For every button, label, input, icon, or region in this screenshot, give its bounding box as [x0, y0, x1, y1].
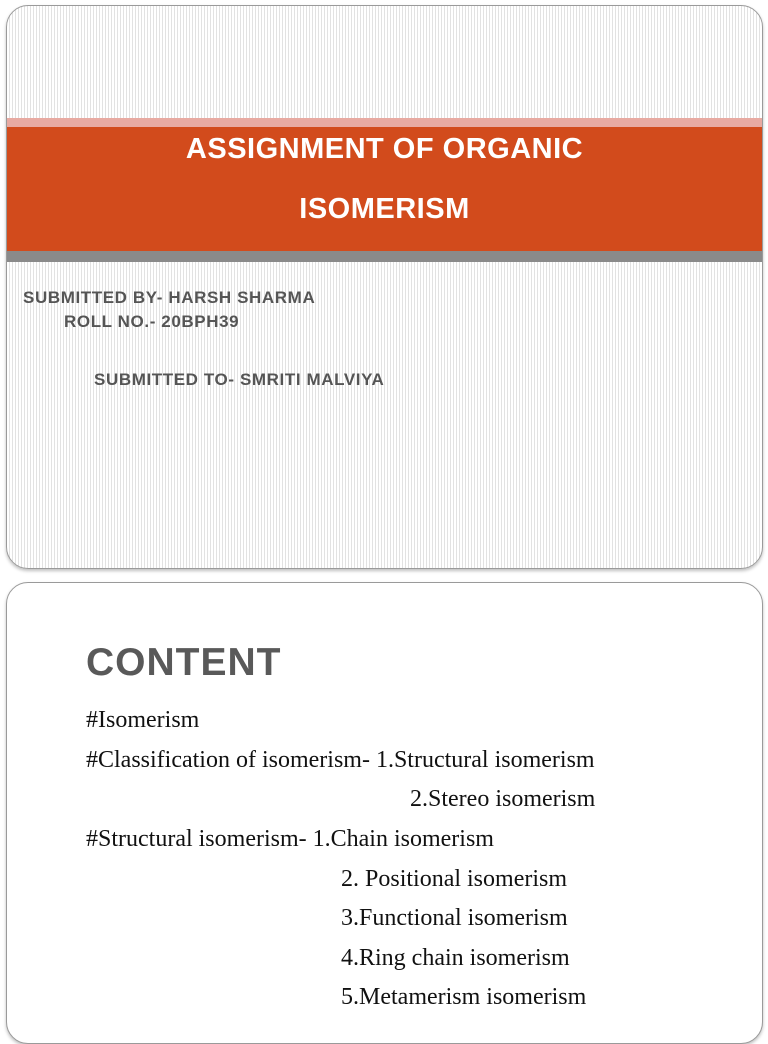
title-line-2: ISOMERISM [299, 193, 470, 225]
title-band [7, 127, 762, 251]
content-slide [6, 582, 763, 1044]
content-line: 4.Ring chain isomerism [341, 945, 570, 971]
content-line: #Isomerism [86, 707, 200, 733]
content-heading: CONTENT [86, 641, 282, 684]
title-slide [6, 5, 763, 569]
content-line: 3.Functional isomerism [341, 905, 568, 931]
title-band-top-stripe [7, 118, 762, 127]
content-line: #Structural isomerism- 1.Chain isomerism [86, 826, 494, 852]
title-band-bottom-stripe [7, 251, 762, 262]
roll-number-text: ROLL NO.- 20BPH39 [64, 312, 240, 331]
content-line: 2. Positional isomerism [341, 866, 568, 892]
title-line-1: ASSIGNMENT OF ORGANIC [185, 133, 584, 165]
content-line: #Classification of isomerism- 1.Structural isomerism [86, 747, 595, 773]
content-line: 2.Stereo isomerism [410, 786, 596, 812]
submitted-by-text: SUBMITTED BY- HARSH SHARMA [23, 288, 316, 307]
submitted-to-text: SUBMITTED TO- SMRITI MALVIYA [94, 370, 385, 389]
content-line: 5.Metamerism isomerism [341, 984, 587, 1010]
